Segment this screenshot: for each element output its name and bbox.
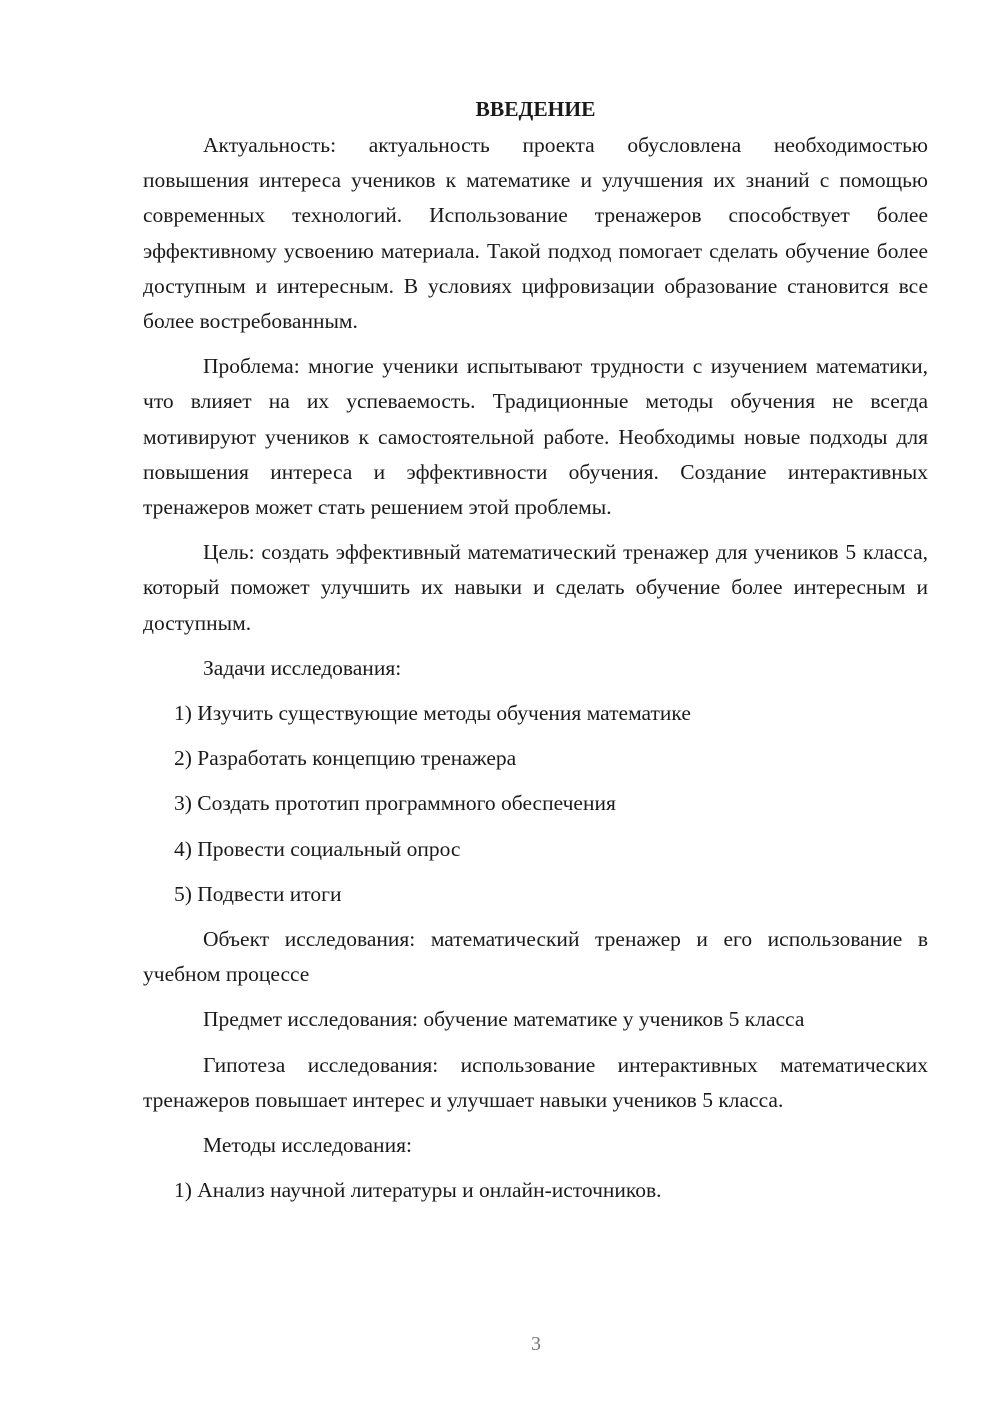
subject-paragraph: Предмет исследования: обучение математике у учеников 5 класса	[203, 1007, 805, 1032]
object-paragraph: Объект исследования: математический тренажер и его использование в учебном процессе	[143, 927, 928, 987]
list-item: 1) Изучить существующие методы обучения математике	[174, 701, 691, 726]
hypothesis-paragraph: Гипотеза исследования: использование интерактивных математических тренажеров повышает интерес и улучшает навыки учеников 5 класса.	[143, 1052, 928, 1112]
list-item: 4) Провести социальный опрос	[174, 836, 461, 861]
list-item: 3) Создать прототип программного обеспечения	[174, 791, 616, 816]
tasks-heading: Задачи исследования:	[203, 655, 402, 680]
problem-paragraph: Проблема: многие ученики испытывают трудности с изучением математики, что влияет на их успеваемость. Традиционные методы обучения не всегда мотивируют учеников к самостоятельной работе. Необходимы новые подходы для повышения интереса и эффективности обучения. Создание интерактивных тренажеров может стать решением этой проблемы.	[143, 354, 928, 520]
document-page	[143, 92, 928, 1218]
page-number: 3	[531, 1333, 541, 1355]
methods-list	[143, 1173, 928, 1208]
list-item: 1) Анализ научной литературы и онлайн-источников.	[174, 1178, 662, 1203]
relevance-paragraph: Актуальность: актуальность проекта обусловлена необходимостью повышения интереса учеников к математике и улучшения их знаний с помощью современных технологий. Использование тренажеров способствует более эффективному усвоению материала. Такой подход помогает сделать обучение более доступным и интересным. В условиях цифровизации образование становится все более востребованным.	[143, 133, 928, 334]
list-item: 2) Разработать концепцию тренажера	[174, 746, 517, 771]
methods-heading: Методы исследования:	[203, 1133, 412, 1158]
tasks-list	[143, 696, 928, 912]
page-title: ВВЕДЕНИЕ	[475, 97, 596, 121]
list-item: 5) Подвести итоги	[174, 881, 342, 906]
goal-paragraph: Цель: создать эффективный математический тренажер для учеников 5 класса, который поможет улучшить их навыки и сделать обучение более интересным и доступным.	[143, 540, 928, 635]
